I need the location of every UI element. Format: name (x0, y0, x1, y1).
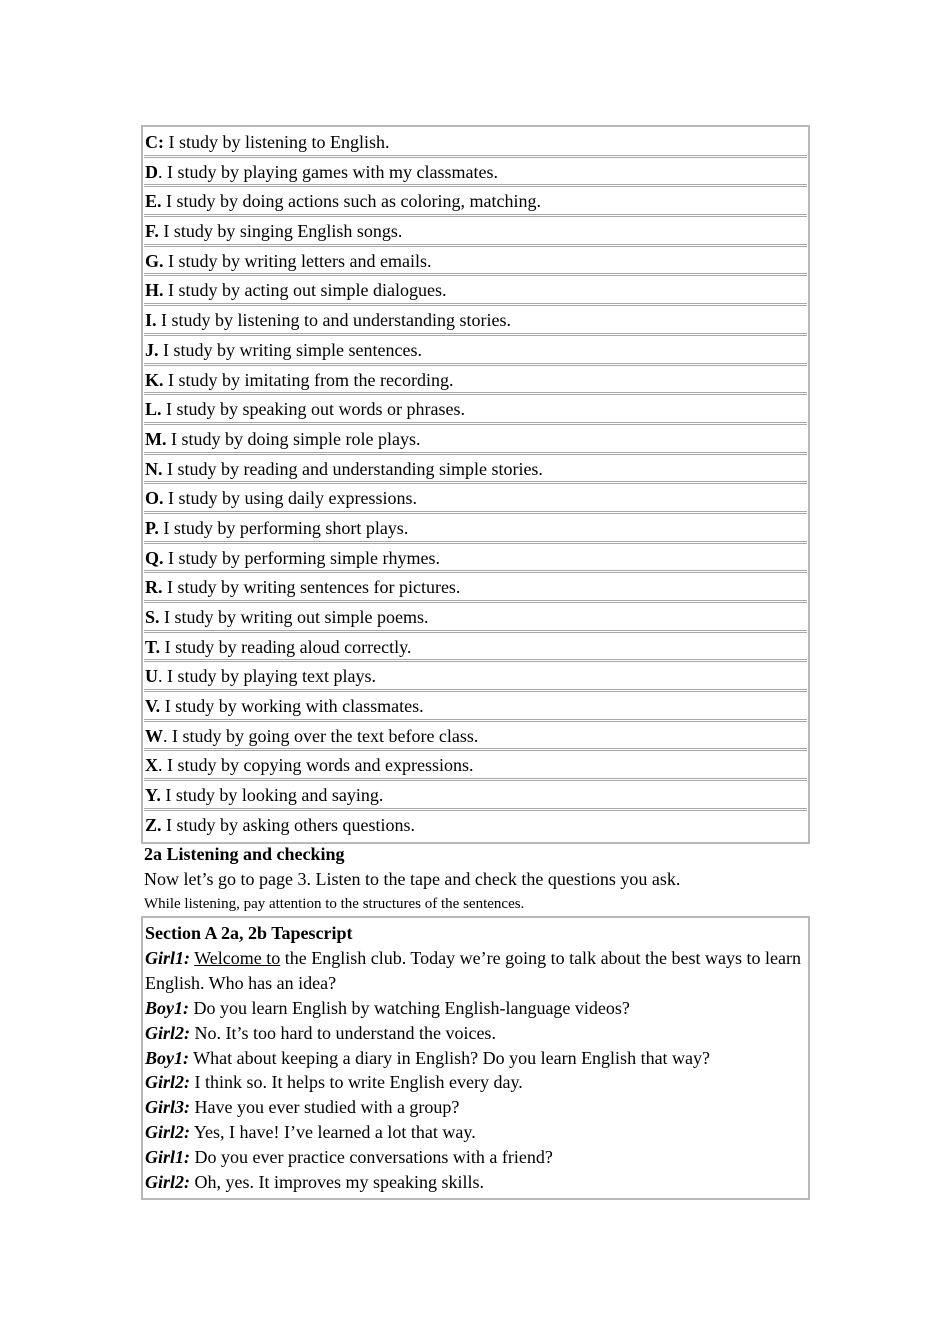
dialogue-line (145, 1170, 804, 1195)
option-row-j (144, 336, 807, 366)
speaker-label: Girl3: (145, 1097, 190, 1118)
dialogue-line (145, 1095, 804, 1120)
speaker-label: Girl2: (145, 1122, 190, 1143)
tapescript-box (141, 916, 810, 1200)
option-row-k (144, 366, 807, 396)
option-text: I study by writing sentences for pictures. (162, 577, 461, 598)
speaker-label: Girl1: (145, 1147, 190, 1168)
option-text: I study by listening to and understanding stories. (156, 310, 511, 331)
dialogue-text: No. It’s too hard to understand the voices. (190, 1022, 496, 1043)
option-text: I study by performing simple rhymes. (163, 547, 440, 568)
option-text: I study by writing letters and emails. (163, 250, 432, 271)
option-text: . I study by going over the text before class. (163, 725, 479, 746)
underlined-phrase: Welcome to (194, 947, 281, 968)
option-text: I study by doing actions such as coloring, matching. (161, 191, 541, 212)
option-letter: U (145, 666, 158, 687)
option-row-c (144, 128, 807, 158)
option-letter: I. (145, 310, 157, 331)
option-letter: O. (145, 488, 164, 509)
option-letter: G. (145, 250, 164, 271)
dialogue-text: Oh, yes. It improves my speaking skills. (190, 1172, 484, 1193)
speaker-label: Girl2: (145, 1072, 190, 1093)
option-row-v (144, 692, 807, 722)
dialogue-text: the English club. Today we’re going to talk about the best ways to learn English. Who has an idea? (145, 947, 802, 993)
option-row-o (144, 484, 807, 514)
dialogue-line (145, 996, 804, 1021)
dialogue-line (145, 1120, 804, 1145)
option-row-n (144, 455, 807, 485)
option-letter: X (145, 755, 158, 776)
option-text: I study by writing out simple poems. (159, 607, 429, 627)
dialogue-line (145, 1021, 804, 1046)
option-row-x (144, 751, 807, 781)
speaker-label: Boy1: (145, 997, 189, 1018)
option-text: I study by writing simple sentences. (158, 339, 422, 360)
option-letter: P. (145, 517, 159, 538)
option-letter: C: (145, 132, 164, 152)
option-row-e (144, 187, 807, 217)
speaker-label: Girl1: (145, 947, 190, 968)
option-letter: W (145, 725, 163, 746)
option-row-i (144, 306, 807, 336)
dialogue-text: Yes, I have! I’ve learned a lot that way. (190, 1122, 476, 1143)
option-row-g (144, 247, 807, 277)
speaker-label: Girl2: (145, 1172, 190, 1193)
option-row-z (144, 811, 807, 841)
option-text: . I study by copying words and expressions. (158, 755, 474, 776)
option-text: I study by looking and saying. (160, 785, 384, 806)
option-letter: J. (145, 339, 159, 360)
option-row-l (144, 395, 807, 425)
option-letter: N. (145, 458, 163, 479)
option-letter: Q. (145, 547, 164, 568)
dialogue-text: What about keeping a diary in English? Do you learn English that way? (189, 1047, 711, 1068)
section-note: While listening, pay attention to the structures of the sentences. (144, 896, 525, 912)
option-text: . I study by playing games with my classmates. (158, 161, 498, 182)
section-instruction: Now let’s go to page 3. Listen to the tape and check the questions you ask. (144, 869, 681, 889)
option-row-u (144, 662, 807, 692)
option-letter: T. (145, 636, 161, 657)
dialogue-line (145, 1145, 804, 1170)
option-text: I study by acting out simple dialogues. (163, 280, 447, 301)
section-heading: 2a Listening and checking (144, 844, 345, 864)
option-text: I study by reading aloud correctly. (160, 636, 412, 657)
option-row-w (144, 722, 807, 752)
speaker-label: Girl2: (145, 1022, 190, 1043)
dialogue-line (145, 946, 804, 996)
option-text: I study by asking others questions. (161, 814, 416, 835)
dialogue-text: Do you ever practice conversations with a friend? (190, 1147, 553, 1168)
option-text: I study by using daily expressions. (163, 488, 418, 509)
dialogue-line (145, 1070, 804, 1095)
option-row-q (144, 544, 807, 574)
option-text: . I study by playing text plays. (158, 666, 376, 687)
option-row-f (144, 217, 807, 247)
option-row-d (144, 158, 807, 188)
option-letter: D (145, 161, 158, 182)
option-row-m (144, 425, 807, 455)
study-methods-table (141, 125, 810, 844)
option-text: I study by doing simple role plays. (166, 428, 421, 449)
option-letter: Y. (145, 785, 161, 806)
option-row-r (144, 573, 807, 603)
option-row-h (144, 276, 807, 306)
option-text: I study by working with classmates. (160, 696, 424, 717)
option-text: I study by speaking out words or phrases. (161, 399, 465, 420)
dialogue-text: Have you ever studied with a group? (190, 1097, 460, 1118)
dialogue-text: I think so. It helps to write English every day. (190, 1072, 523, 1093)
option-letter: H. (145, 280, 164, 301)
option-text: I study by imitating from the recording. (163, 369, 454, 390)
option-row-s (144, 603, 807, 633)
option-text: I study by listening to English. (164, 132, 390, 152)
option-row-y (144, 781, 807, 811)
option-letter: Z. (145, 814, 162, 835)
option-text: I study by reading and understanding simple stories. (162, 458, 543, 479)
option-letter: K. (145, 369, 164, 390)
option-text: I study by performing short plays. (158, 517, 409, 538)
speaker-label: Boy1: (145, 1047, 189, 1068)
dialogue-line (145, 1046, 804, 1071)
option-text: I study by singing English songs. (158, 221, 403, 242)
dialogue-text: Do you learn English by watching English-language videos? (189, 997, 630, 1018)
option-letter: L. (145, 399, 162, 420)
option-letter: F. (145, 221, 159, 242)
option-letter: V. (145, 696, 161, 717)
option-letter: M. (145, 428, 167, 449)
tapescript-title: Section A 2a, 2b Tapescript (145, 923, 353, 943)
option-row-t (144, 633, 807, 663)
option-letter: E. (145, 191, 162, 212)
option-row-p (144, 514, 807, 544)
option-letter: R. (145, 577, 163, 598)
option-letter: S. (145, 607, 160, 627)
